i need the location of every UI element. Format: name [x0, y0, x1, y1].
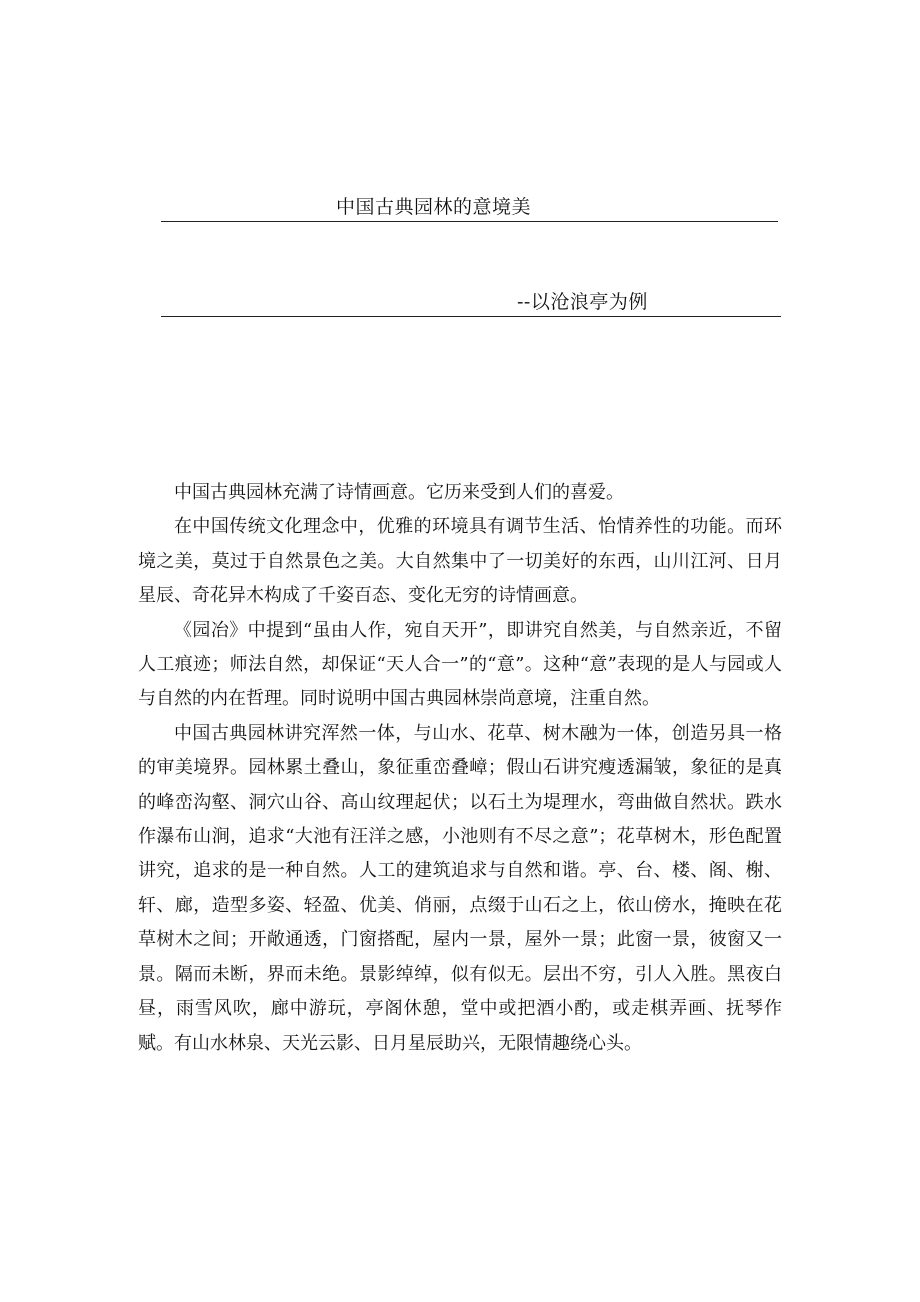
paragraph-4: 中国古典园林讲究浑然一体，与山水、花草、树木融为一体，创造另具一格的审美境界。园林累土叠山，象征重峦叠嶂；假山石讲究瘦透漏皱，象征的是真的峰峦沟壑、洞穴山谷、高山纹理起伏；以石土为堤理水，弯曲做自然状。跌水作瀑布山涧，追求“大池有汪洋之感，小池则有不尽之意”；花草树木，形色配置讲究，追求的是一种自然。人工的建筑追求与自然和谐。亭、台、楼、阁、榭、轩、廊，造型多姿、轻盈、优美、俏丽，点缀于山石之上，依山傍水，掩映在花草树木之间；开敞通透，门窗搭配，屋内一景，屋外一景；此窗一景，彼窗又一景。隔而未断，界而未绝。景影绰绰，似有似无。层出不穷，引人入胜。黑夜白昼，雨雪风吹，廊中游玩，亭阁休憩，堂中或把酒小酌，或走棋弄画、抚琴作赋。有山水林泉、天光云影、日月星辰助兴，无限情趣绕心头。 [138, 722, 782, 1054]
paragraph-3: 《园冶》中提到“虽由人作，宛自天开”，即讲究自然美，与自然亲近，不留人工痕迹；师法自然，却保证“天人合一”的“意”。这种“意”表现的是人与园或人与自然的内在哲理。同时说明中国古典园林崇尚意境，注重自然。 [138, 619, 782, 710]
paragraph-1: 中国古典园林充满了诗情画意。它历来受到人们的喜爱。 [174, 482, 624, 503]
subtitle-line [161, 282, 781, 317]
document-subtitle: --以沧浪亭为例 [517, 291, 648, 313]
title-line [161, 187, 778, 222]
document-body [138, 476, 782, 1061]
paragraph-2: 在中国传统文化理念中，优雅的环境具有调节生活、怡情养性的功能。而环境之美，莫过于自然景色之美。大自然集中了一切美好的东西，山川江河、日月星辰、奇花异木构成了千姿百态、变化无穷的诗情画意。 [138, 516, 782, 607]
document-title: 中国古典园林的意境美 [336, 196, 532, 218]
